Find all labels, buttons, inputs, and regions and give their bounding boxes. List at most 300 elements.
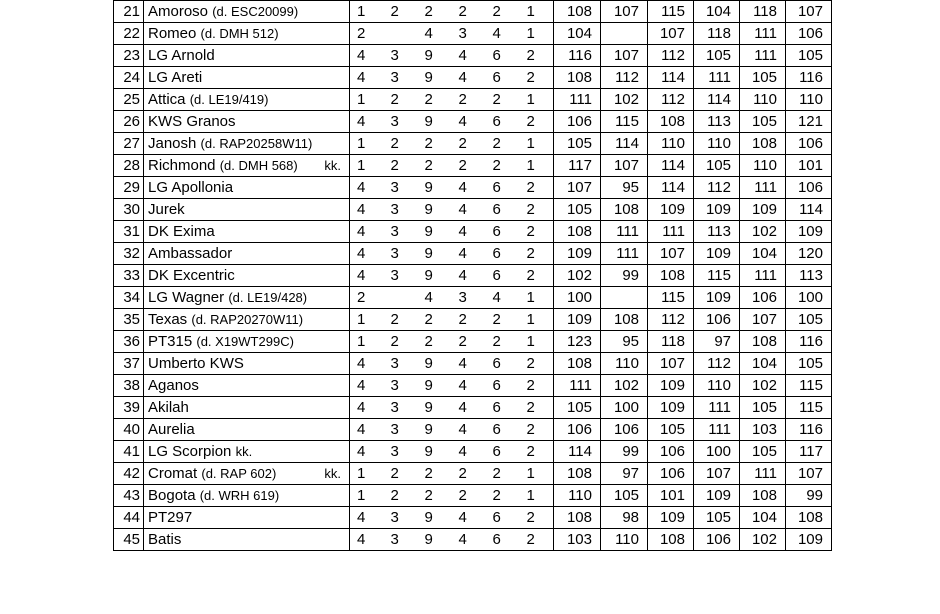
code-cell (384, 23, 418, 45)
index-value-cell: 98 (601, 507, 648, 529)
row-number: 35 (114, 309, 144, 331)
index-value-cell: 111 (740, 177, 786, 199)
index-value-cell: 106 (601, 419, 648, 441)
index-value-cell: 108 (554, 463, 601, 485)
row-number: 36 (114, 331, 144, 353)
variety-name: Batis (148, 531, 182, 548)
row-number: 23 (114, 45, 144, 67)
table-row (114, 419, 832, 441)
index-value-cell: 104 (740, 507, 786, 529)
index-value-cell: 100 (694, 441, 740, 463)
variety-name-cell (144, 529, 350, 551)
code-cell: 2 (520, 353, 554, 375)
row-number: 32 (114, 243, 144, 265)
code-cell: 1 (520, 463, 554, 485)
index-value-cell: 106 (786, 23, 832, 45)
row-number: 28 (114, 155, 144, 177)
index-value-cell: 116 (786, 67, 832, 89)
variety-kk-mark: kk. (324, 466, 341, 481)
variety-name: Umberto KWS (148, 355, 244, 372)
index-value-cell: 120 (786, 243, 832, 265)
index-value-cell (601, 23, 648, 45)
code-cell: 6 (486, 177, 520, 199)
index-value-cell: 106 (786, 133, 832, 155)
variety-name: Janosh (148, 135, 197, 152)
variety-name: LG Areti (148, 69, 203, 86)
table-row (114, 441, 832, 463)
index-value-cell: 108 (648, 111, 694, 133)
index-value-cell: 110 (601, 353, 648, 375)
code-cell: 9 (418, 221, 452, 243)
index-value-cell: 105 (694, 155, 740, 177)
code-cell: 2 (418, 485, 452, 507)
index-value-cell: 116 (786, 419, 832, 441)
code-cell: 4 (350, 507, 384, 529)
variety-note: (d. DMH 568) (219, 158, 298, 173)
index-value-cell: 105 (740, 397, 786, 419)
variety-name-cell (144, 133, 350, 155)
index-value-cell: 102 (554, 265, 601, 287)
table-row (114, 287, 832, 309)
index-value-cell: 114 (786, 199, 832, 221)
index-value-cell: 111 (554, 89, 601, 111)
index-value-cell: 100 (601, 397, 648, 419)
code-cell: 2 (520, 111, 554, 133)
index-value-cell: 108 (740, 485, 786, 507)
index-value-cell: 100 (554, 287, 601, 309)
index-value-cell: 104 (554, 23, 601, 45)
index-value-cell: 107 (601, 45, 648, 67)
code-cell: 2 (520, 507, 554, 529)
code-cell: 3 (384, 441, 418, 463)
index-value-cell: 107 (786, 463, 832, 485)
code-cell: 4 (452, 67, 486, 89)
index-value-cell: 106 (648, 463, 694, 485)
code-cell: 4 (452, 507, 486, 529)
index-value-cell: 99 (601, 265, 648, 287)
row-number: 21 (114, 1, 144, 23)
variety-name-cell (144, 89, 350, 111)
index-value-cell: 97 (601, 463, 648, 485)
variety-name-cell (144, 155, 350, 177)
code-cell: 4 (418, 287, 452, 309)
index-value-cell: 106 (554, 111, 601, 133)
code-cell: 3 (384, 507, 418, 529)
index-value-cell: 112 (601, 67, 648, 89)
code-cell: 9 (418, 397, 452, 419)
table-row (114, 353, 832, 375)
code-cell: 3 (452, 23, 486, 45)
code-cell: 6 (486, 45, 520, 67)
code-cell: 6 (486, 111, 520, 133)
code-cell: 2 (520, 199, 554, 221)
code-cell: 9 (418, 199, 452, 221)
index-value-cell: 101 (786, 155, 832, 177)
code-cell: 1 (520, 89, 554, 111)
code-cell: 3 (384, 529, 418, 551)
code-cell: 4 (350, 67, 384, 89)
index-value-cell: 105 (786, 309, 832, 331)
code-cell: 6 (486, 507, 520, 529)
index-value-cell: 114 (648, 177, 694, 199)
variety-name-cell (144, 221, 350, 243)
index-value-cell: 109 (786, 221, 832, 243)
table-row (114, 155, 832, 177)
table-row (114, 507, 832, 529)
index-value-cell: 101 (648, 485, 694, 507)
code-cell: 2 (486, 331, 520, 353)
code-cell: 1 (520, 133, 554, 155)
index-value-cell: 112 (648, 89, 694, 111)
code-cell: 9 (418, 45, 452, 67)
code-cell: 2 (520, 375, 554, 397)
index-value-cell: 113 (786, 265, 832, 287)
code-cell: 2 (418, 133, 452, 155)
index-value-cell: 102 (740, 375, 786, 397)
code-cell: 3 (384, 177, 418, 199)
code-cell: 9 (418, 177, 452, 199)
index-value-cell: 105 (554, 397, 601, 419)
code-cell: 4 (452, 353, 486, 375)
code-cell: 3 (384, 265, 418, 287)
row-number: 39 (114, 397, 144, 419)
code-cell: 1 (520, 155, 554, 177)
code-cell: 4 (350, 529, 384, 551)
index-value-cell: 109 (648, 199, 694, 221)
variety-name-cell (144, 243, 350, 265)
variety-name: Aurelia (148, 421, 195, 438)
code-cell: 2 (486, 463, 520, 485)
variety-name: PT297 (148, 509, 193, 526)
index-value-cell: 107 (601, 155, 648, 177)
index-value-cell: 112 (648, 309, 694, 331)
code-cell: 4 (350, 111, 384, 133)
index-value-cell: 112 (648, 45, 694, 67)
code-cell: 9 (418, 529, 452, 551)
index-value-cell: 108 (648, 529, 694, 551)
code-cell: 3 (384, 199, 418, 221)
variety-name: LG Scorpion (148, 443, 232, 460)
code-cell: 6 (486, 265, 520, 287)
index-value-cell: 110 (694, 133, 740, 155)
code-cell: 2 (384, 309, 418, 331)
code-cell: 1 (350, 133, 384, 155)
index-value-cell: 100 (786, 287, 832, 309)
index-value-cell (601, 287, 648, 309)
code-cell: 2 (384, 89, 418, 111)
code-cell: 2 (520, 243, 554, 265)
code-cell: 2 (520, 529, 554, 551)
variety-note: (d. LE19/428) (228, 290, 308, 305)
table-row (114, 199, 832, 221)
variety-name: LG Wagner (148, 289, 225, 306)
code-cell: 4 (350, 221, 384, 243)
code-cell: 2 (384, 133, 418, 155)
table-row (114, 67, 832, 89)
index-value-cell: 110 (740, 89, 786, 111)
index-value-cell: 105 (554, 133, 601, 155)
code-cell: 4 (452, 221, 486, 243)
index-value-cell: 111 (601, 243, 648, 265)
variety-note: (d. DMH 512) (200, 26, 279, 41)
code-cell: 2 (384, 155, 418, 177)
index-value-cell: 102 (601, 89, 648, 111)
code-cell: 2 (486, 309, 520, 331)
row-number: 34 (114, 287, 144, 309)
code-cell: 6 (486, 419, 520, 441)
code-cell: 2 (384, 331, 418, 353)
index-value-cell: 109 (694, 287, 740, 309)
code-cell: 1 (350, 463, 384, 485)
code-cell: 3 (452, 287, 486, 309)
index-value-cell: 113 (694, 221, 740, 243)
variety-name-cell (144, 265, 350, 287)
index-value-cell: 115 (786, 375, 832, 397)
index-value-cell: 105 (601, 485, 648, 507)
index-value-cell: 109 (694, 485, 740, 507)
index-value-cell: 111 (694, 67, 740, 89)
index-value-cell: 114 (601, 133, 648, 155)
code-cell: 2 (452, 309, 486, 331)
variety-name-cell (144, 67, 350, 89)
code-cell: 4 (452, 111, 486, 133)
variety-note: kk. (235, 444, 253, 459)
code-cell: 2 (486, 133, 520, 155)
index-value-cell: 113 (694, 111, 740, 133)
code-cell: 3 (384, 397, 418, 419)
table-row (114, 221, 832, 243)
variety-name: Akilah (148, 399, 189, 416)
code-cell: 9 (418, 507, 452, 529)
code-cell: 4 (350, 375, 384, 397)
variety-note: (d. RAP20270W11) (191, 312, 304, 327)
code-cell: 4 (350, 243, 384, 265)
index-value-cell: 109 (694, 243, 740, 265)
index-value-cell: 110 (694, 375, 740, 397)
index-value-cell: 118 (648, 331, 694, 353)
index-value-cell: 97 (694, 331, 740, 353)
code-cell: 9 (418, 419, 452, 441)
index-value-cell: 108 (554, 67, 601, 89)
variety-note: (d. RAP20258W11) (200, 136, 313, 151)
row-number: 29 (114, 177, 144, 199)
index-value-cell: 104 (740, 243, 786, 265)
code-cell: 2 (418, 463, 452, 485)
table-row (114, 111, 832, 133)
code-cell: 2 (486, 89, 520, 111)
row-number: 31 (114, 221, 144, 243)
index-value-cell: 114 (648, 67, 694, 89)
variety-name: Richmond (148, 157, 216, 174)
variety-name: DK Exima (148, 223, 215, 240)
code-cell: 6 (486, 67, 520, 89)
code-cell: 3 (384, 45, 418, 67)
code-cell: 4 (452, 265, 486, 287)
index-value-cell: 116 (786, 331, 832, 353)
index-value-cell: 105 (740, 67, 786, 89)
variety-name-cell (144, 463, 350, 485)
code-cell: 4 (486, 287, 520, 309)
code-cell: 2 (520, 177, 554, 199)
code-cell: 4 (452, 375, 486, 397)
table-row (114, 133, 832, 155)
index-value-cell: 107 (648, 243, 694, 265)
index-value-cell: 115 (786, 397, 832, 419)
code-cell: 2 (418, 89, 452, 111)
index-value-cell: 115 (648, 1, 694, 23)
index-value-cell: 109 (554, 243, 601, 265)
code-cell: 2 (384, 463, 418, 485)
index-value-cell: 111 (601, 221, 648, 243)
index-value-cell: 123 (554, 331, 601, 353)
index-value-cell: 106 (648, 441, 694, 463)
index-value-cell: 109 (694, 199, 740, 221)
code-cell: 6 (486, 243, 520, 265)
variety-name-cell (144, 177, 350, 199)
code-cell: 2 (452, 155, 486, 177)
index-value-cell: 108 (554, 507, 601, 529)
index-value-cell: 108 (740, 331, 786, 353)
index-value-cell: 107 (786, 1, 832, 23)
variety-note: (d. WRH 619) (199, 488, 280, 503)
row-number: 30 (114, 199, 144, 221)
variety-name-cell (144, 507, 350, 529)
code-cell: 9 (418, 111, 452, 133)
table-row (114, 375, 832, 397)
code-cell: 1 (520, 1, 554, 23)
index-value-cell: 107 (648, 23, 694, 45)
index-value-cell: 115 (601, 111, 648, 133)
index-value-cell: 110 (786, 89, 832, 111)
code-cell: 9 (418, 375, 452, 397)
index-value-cell: 99 (601, 441, 648, 463)
variety-name: LG Arnold (148, 47, 215, 64)
table-row (114, 309, 832, 331)
variety-name: Cromat (148, 465, 198, 482)
code-cell: 3 (384, 243, 418, 265)
code-cell: 1 (350, 309, 384, 331)
index-value-cell: 106 (694, 529, 740, 551)
index-value-cell: 109 (648, 397, 694, 419)
variety-name-cell (144, 419, 350, 441)
variety-name: Attica (148, 91, 186, 108)
index-value-cell: 114 (554, 441, 601, 463)
index-value-cell: 108 (601, 199, 648, 221)
code-cell: 9 (418, 67, 452, 89)
code-cell: 6 (486, 375, 520, 397)
row-number: 33 (114, 265, 144, 287)
index-value-cell: 105 (786, 45, 832, 67)
table-row (114, 23, 832, 45)
row-number: 24 (114, 67, 144, 89)
index-value-cell: 110 (601, 529, 648, 551)
code-cell: 4 (486, 23, 520, 45)
index-value-cell: 105 (694, 45, 740, 67)
variety-name-cell (144, 199, 350, 221)
index-value-cell: 105 (554, 199, 601, 221)
index-value-cell: 106 (786, 177, 832, 199)
variety-note: (d. LE19/419) (189, 92, 269, 107)
code-cell: 2 (486, 1, 520, 23)
index-value-cell: 111 (740, 45, 786, 67)
table-row (114, 45, 832, 67)
index-value-cell: 115 (694, 265, 740, 287)
code-cell: 4 (452, 45, 486, 67)
index-value-cell: 109 (786, 529, 832, 551)
index-value-cell: 95 (601, 177, 648, 199)
index-value-cell: 118 (694, 23, 740, 45)
code-cell: 2 (418, 1, 452, 23)
code-cell: 2 (384, 485, 418, 507)
variety-name-cell (144, 309, 350, 331)
index-value-cell: 118 (740, 1, 786, 23)
code-cell: 4 (350, 177, 384, 199)
table-row (114, 485, 832, 507)
index-value-cell: 103 (554, 529, 601, 551)
index-value-cell: 105 (740, 111, 786, 133)
index-value-cell: 109 (554, 309, 601, 331)
code-cell: 1 (520, 331, 554, 353)
index-value-cell: 108 (554, 353, 601, 375)
code-cell: 4 (452, 441, 486, 463)
row-number: 43 (114, 485, 144, 507)
code-cell: 2 (452, 89, 486, 111)
index-value-cell: 117 (786, 441, 832, 463)
code-cell: 3 (384, 111, 418, 133)
code-cell: 2 (452, 485, 486, 507)
code-cell: 3 (384, 67, 418, 89)
code-cell: 2 (452, 463, 486, 485)
code-cell: 1 (520, 485, 554, 507)
row-number: 44 (114, 507, 144, 529)
variety-name: Amoroso (148, 3, 209, 20)
index-value-cell: 106 (554, 419, 601, 441)
code-cell: 4 (452, 243, 486, 265)
index-value-cell: 102 (740, 221, 786, 243)
table-row (114, 529, 832, 551)
index-value-cell: 105 (648, 419, 694, 441)
table-row (114, 397, 832, 419)
index-value-cell: 111 (740, 23, 786, 45)
code-cell: 4 (452, 419, 486, 441)
index-value-cell: 111 (554, 375, 601, 397)
index-value-cell: 110 (648, 133, 694, 155)
code-cell: 2 (452, 133, 486, 155)
variety-table (113, 0, 832, 551)
code-cell: 2 (350, 287, 384, 309)
variety-name-cell (144, 111, 350, 133)
code-cell: 4 (452, 177, 486, 199)
variety-note: (d. ESC20099) (212, 4, 299, 19)
index-value-cell: 103 (740, 419, 786, 441)
table-row (114, 89, 832, 111)
index-value-cell: 104 (740, 353, 786, 375)
code-cell: 2 (418, 309, 452, 331)
code-cell: 4 (350, 353, 384, 375)
index-value-cell: 99 (786, 485, 832, 507)
code-cell: 4 (418, 23, 452, 45)
variety-name: Ambassador (148, 245, 233, 262)
code-cell: 1 (350, 155, 384, 177)
variety-name-cell (144, 397, 350, 419)
table-row (114, 265, 832, 287)
index-value-cell: 115 (648, 287, 694, 309)
index-value-cell: 107 (601, 1, 648, 23)
index-value-cell: 108 (786, 507, 832, 529)
variety-name: Aganos (148, 377, 199, 394)
index-value-cell: 108 (554, 1, 601, 23)
table-row (114, 1, 832, 23)
